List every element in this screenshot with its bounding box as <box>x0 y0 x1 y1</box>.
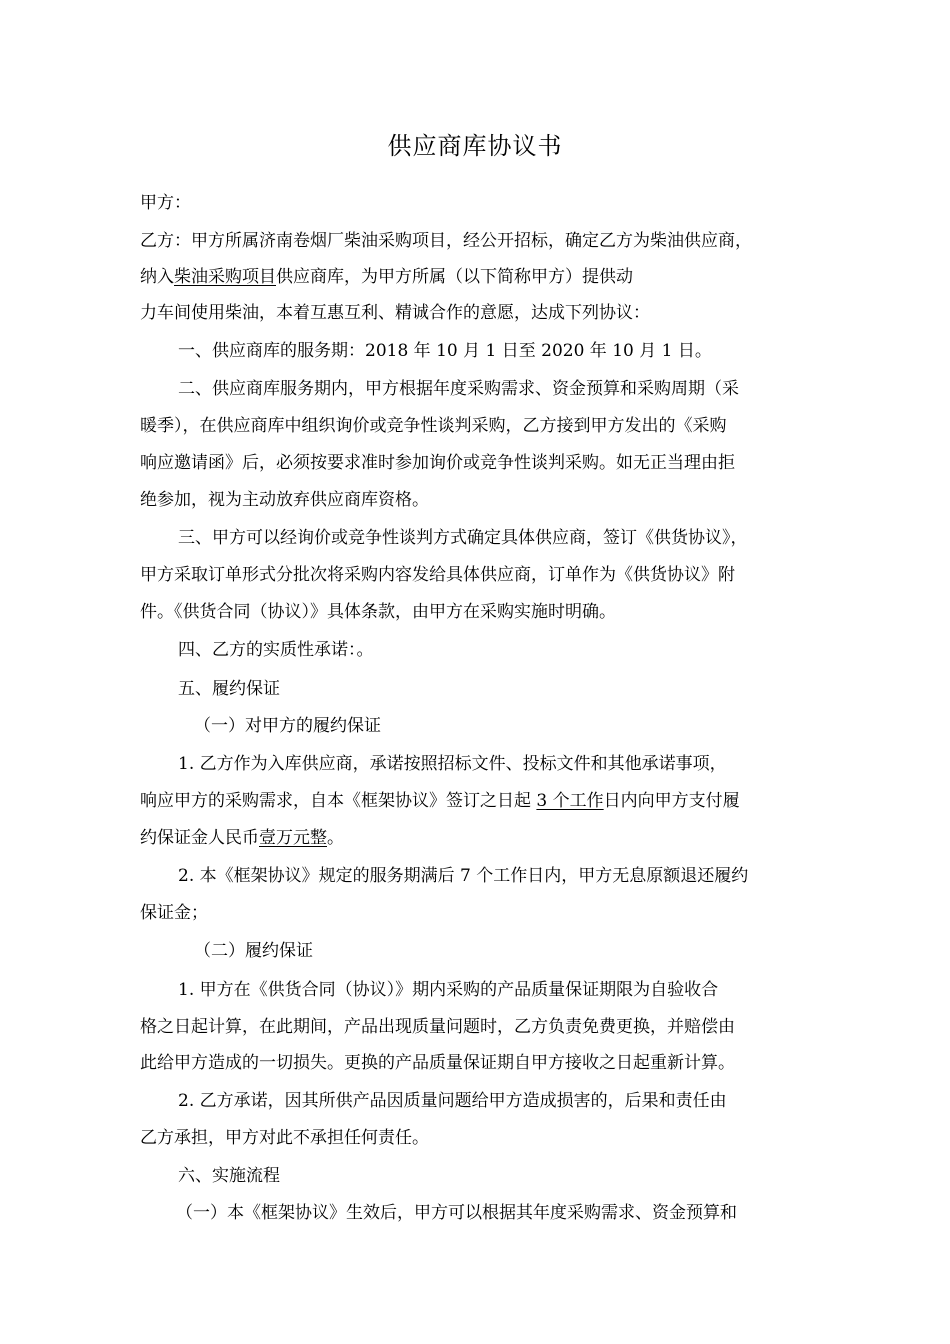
section-3-line: 甲方采取订单形式分批次将采购内容发给具体供应商，订单作为《供货协议》附 <box>140 565 735 585</box>
subsection-5-2-heading: （二）履约保证 <box>194 941 313 961</box>
clause-line: 保证金； <box>140 903 208 923</box>
underlined-amount: 壹万元整 <box>259 828 327 848</box>
section-3-line: 件。《供货合同（协议）》具体条款，由甲方在采购实施时明确。 <box>140 602 616 622</box>
section-5-heading: 五、履约保证 <box>178 679 280 699</box>
section-6-heading: 六、实施流程 <box>178 1166 280 1186</box>
text: 响应甲方的采购需求，自本《框架协议》签订之日起 <box>140 791 537 811</box>
clause-line: 2. 乙方承诺，因其所供产品因质量问题给甲方造成损害的，后果和责任由 <box>178 1091 727 1111</box>
text: 约保证金人民币 <box>140 828 259 848</box>
party-a-label: 甲方： <box>140 193 191 213</box>
section-3-line: 三、甲方可以经询价或竞争性谈判方式确定具体供应商，签订《供货协议》， <box>178 528 748 548</box>
clause-line: 1. 甲方在《供货合同（协议）》期内采购的产品质量保证期限为自验收合 <box>178 980 719 1000</box>
clause-line: 1. 乙方作为入库供应商，承诺按照招标文件、投标文件和其他承诺事项， <box>178 754 727 774</box>
text: 。 <box>327 828 344 848</box>
section-2-line: 二、供应商库服务期内，甲方根据年度采购需求、资金预算和采购周期（采 <box>178 379 739 399</box>
subsection-6-1-line: （一）本《框架协议》生效后，甲方可以根据其年度采购需求、资金预算和 <box>176 1203 737 1223</box>
section-1: 一、供应商库的服务期：2018 年 10 月 1 日至 2020 年 10 月 1 日。 <box>178 341 712 361</box>
text: 日内向甲方支付履 <box>603 791 740 811</box>
section-2-line: 暖季），在供应商库中组织询价或竞争性谈判采购，乙方接到甲方发出的《采购 <box>140 416 727 436</box>
section-2-line: 绝参加，视为主动放弃供应商库资格。 <box>140 490 429 510</box>
section-4: 四、乙方的实质性承诺：。 <box>178 640 374 660</box>
document-title: 供应商库协议书 <box>387 132 563 160</box>
text: 纳入 <box>140 267 174 287</box>
include-line <box>140 264 633 290</box>
clause-line <box>140 825 344 851</box>
underlined-days: 3 个工作 <box>536 791 604 811</box>
clause-line: 2. 本《框架协议》规定的服务期满后 7 个工作日内，甲方无息原额退还履约 <box>178 866 749 886</box>
clause-line <box>140 788 740 814</box>
party-b-line: 乙方：甲方所属济南卷烟厂柴油采购项目，经公开招标，确定乙方为柴油供应商， <box>140 231 752 251</box>
clause-line: 此给甲方造成的一切损失。更换的产品质量保证期自甲方接收之日起重新计算。 <box>140 1053 735 1073</box>
underlined-project: 柴油采购项目 <box>174 267 276 287</box>
subsection-5-1-heading: （一）对甲方的履约保证 <box>194 716 381 736</box>
section-2-line: 响应邀请函》后，必须按要求准时参加询价或竞争性谈判采购。如无正当理由拒 <box>140 453 735 473</box>
clause-line: 格之日起计算，在此期间，产品出现质量问题时，乙方负责免费更换，并赔偿由 <box>140 1017 735 1037</box>
paragraph-line: 力车间使用柴油，本着互惠互利、精诚合作的意愿，达成下列协议： <box>140 303 650 323</box>
clause-line: 乙方承担，甲方对此不承担任何责任。 <box>140 1128 429 1148</box>
text: 供应商库，为甲方所属（以下简称甲方）提供动 <box>276 267 633 287</box>
